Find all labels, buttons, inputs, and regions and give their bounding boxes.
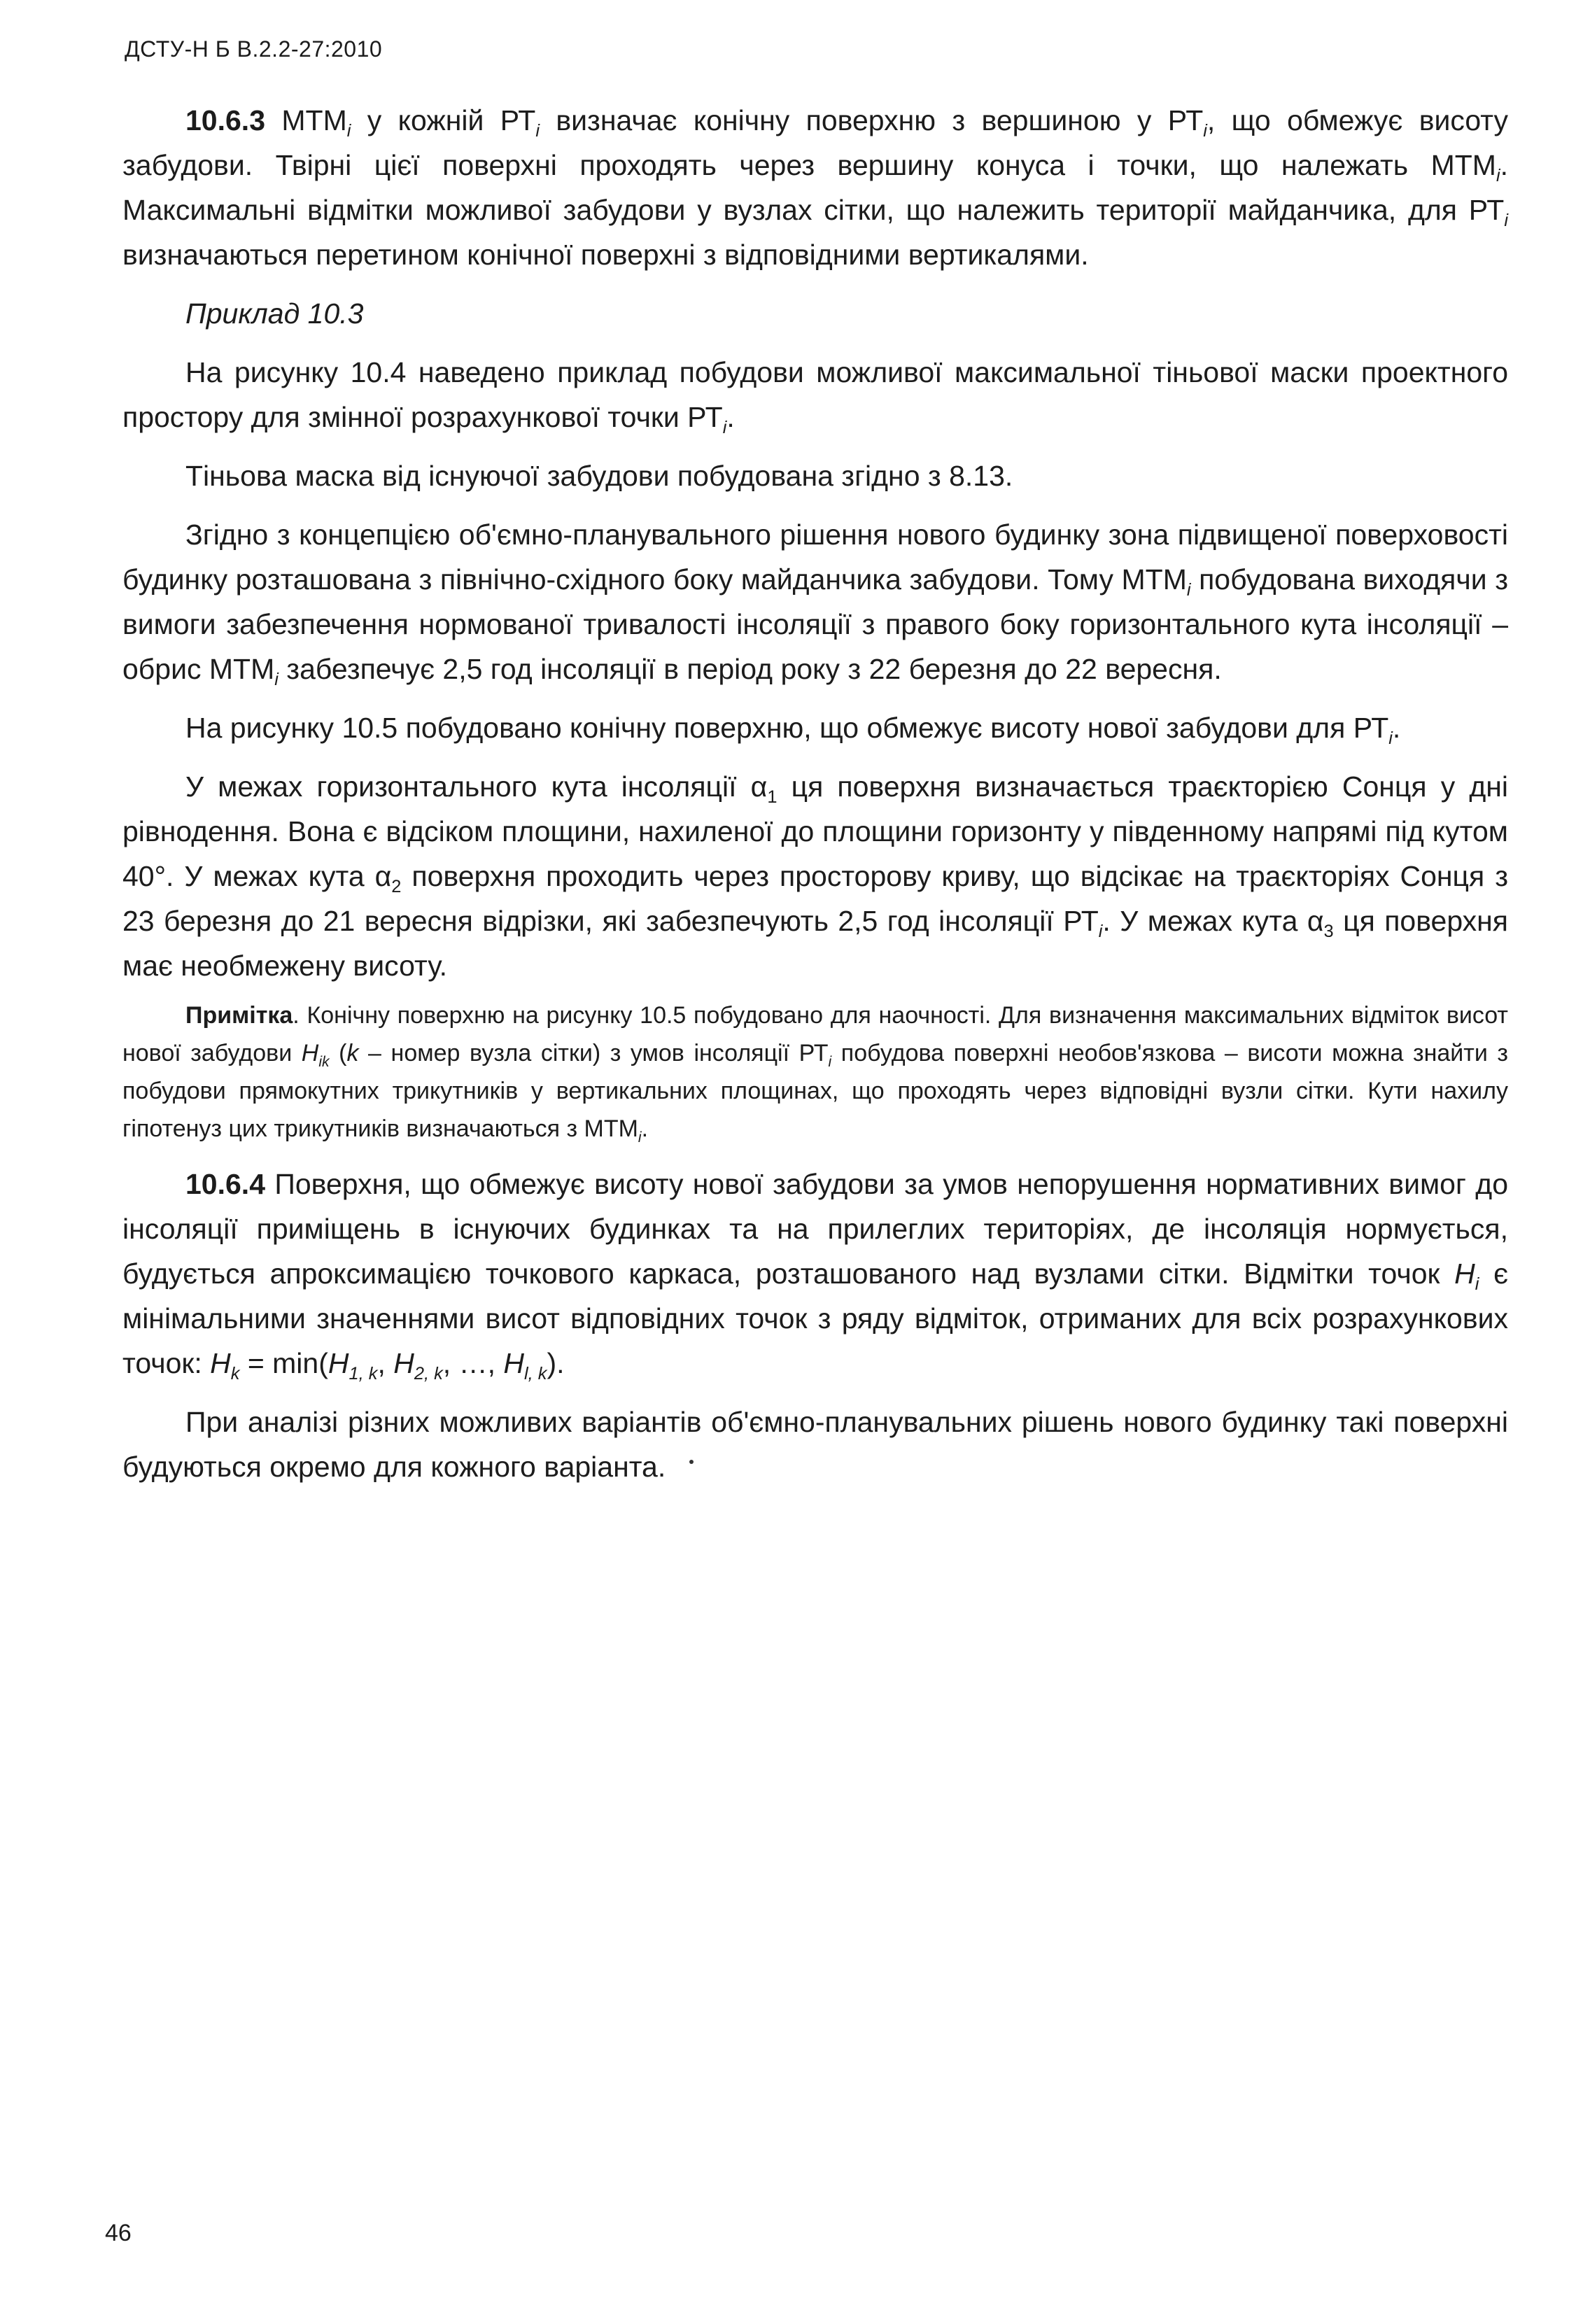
paragraph-analysis: При аналізі різних можливих варіантів об'ємно-планувальних рішень нового будинку такі поверхні будуються окремо для кожного варіанта. (122, 1406, 1508, 1483)
clause-number: 10.6.4 (185, 1168, 265, 1200)
formula: $H_k$ (210, 1347, 240, 1384)
example-label: Приклад 10.3 (185, 297, 364, 330)
page-number: 46 (105, 2220, 132, 2246)
note-label: Примітка (185, 1002, 293, 1029)
scan-speck (689, 1460, 694, 1464)
clause-number: 10.6.3 (185, 104, 265, 136)
paragraph-concept: Згідно з концепцією об'ємно-планувального рішення нового будинку зона підвищеної поверховості будинку розташована з північно-східного боку майданчика забудови. Тому $МТМ_i$ побудована виходячи з вимоги забезпечення нормованої тривалості інсоляції з правого боку горизонтального кута інсоляції – обрис $МТМ_i$ забезпечує 2,5 год інсоляції в період року з 22 березня до 22 вересня. (122, 519, 1508, 690)
document-body (122, 98, 1508, 1503)
clause-10-6-3: 10.6.3 $МТМ_i$ у кожній $РТ_i$ визначає конічну поверхню з вершиною у $РТ_i$, що обмежує висоту забудови. Твірні цієї поверхні проходять через вершину конуса і точки, що належать $МТМ_i$. Максимальні відмітки можливої забудови у вузлах сітки, що належить території майданчика, для $РТ_i$ визначаються перетином конічної поверхні з відповідними вертикалями. (122, 104, 1508, 271)
clause-10-6-4: 10.6.4 Поверхня, що обмежує висоту нової забудови за умов непорушення нормативних вимог до інсоляції приміщень в існуючих будинках та на прилеглих територіях, де інсоляція нормується, будується апроксимацією точкового каркаса, розташованого над вузлами сітки. Відмітки точок $H_i$ є мінімальними значеннями висот відповідних точок з ряду відміток, отриманих для всіх розрахункових точок: $H_k = \min(H_{1, k}$, $H_{2, k}$, …, $H_{l, k}$). (122, 1168, 1508, 1384)
paragraph-figure-10-5: На рисунку 10.5 побудовано конічну поверхню, що обмежує висоту нової забудови для $РТ_i$. (185, 712, 1401, 749)
note: Примітка. Конічну поверхню на рисунку 10.5 побудовано для наочності. Для визначення максимальних відміток висот нової забудови $H_{ik}$ (k – номер вузла сітки) з умов інсоляції $РТ_i$ побудова поверхні необов'язкова – висоти можна знайти з побудови прямокутних трикутників у вертикальних площинах, що проходять через відповідні вузли сітки. Кути нахилу гіпотенуз цих трикутників визначаються з $МТМ_i$. (122, 1002, 1508, 1146)
paragraph-figure-10-4: На рисунку 10.4 наведено приклад побудови можливої максимальної тіньової маски проектного простору для змінної розрахункової точки $РТ_i$. (122, 356, 1508, 438)
paragraph-insolation-angles: У межах горизонтального кута інсоляції $\alpha_1$ ця поверхня визначається траєкторією Сонця у дні рівнодення. Вона є відсіком площини, нахиленої до площини горизонту у південному напрямі під кутом 40°. У межах кута $\alpha_2$ поверхня проходить через просторову криву, що відсікає на траєкторіях Сонця з 23 березня до 21 вересня відрізки, які забезпечують 2,5 год інсоляції $РТ_i$. У межах кута $\alpha_3$ ця поверхня має необмежену висоту. (122, 770, 1509, 982)
document-code-header: ДСТУ-Н Б В.2.2-27:2010 (125, 36, 383, 62)
paragraph-shadow-mask: Тіньова маска від існуючої забудови побудована згідно з 8.13. (185, 460, 1013, 492)
